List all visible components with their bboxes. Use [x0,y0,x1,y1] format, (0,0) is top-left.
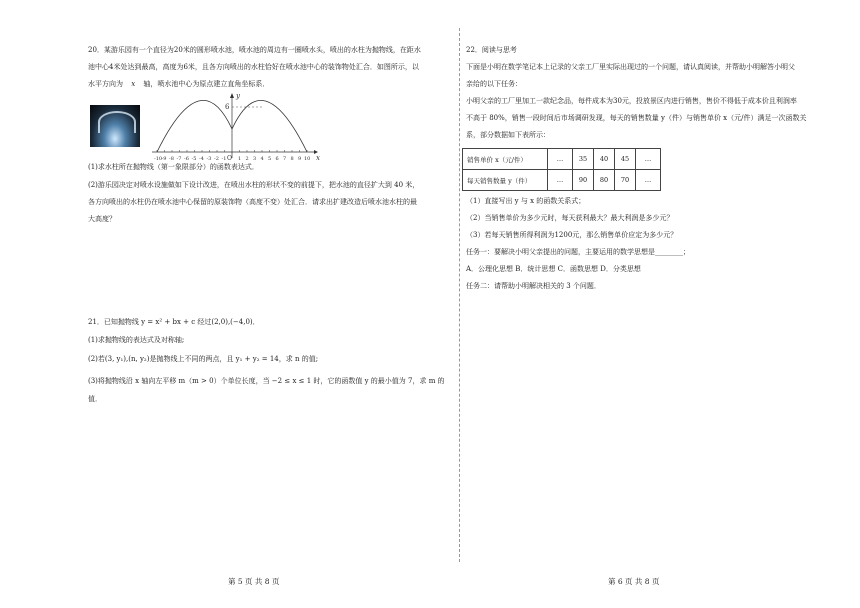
q20-part1: (1)求水柱所在抛物线（第一象限部分）的函数表达式． [88,163,259,171]
x-tick-label: 10 [304,156,311,162]
y-axis-label: y [236,92,240,100]
q22-body3: 系，部分数据如下表所示： [466,131,550,139]
page-number-right: 第 6 页 共 8 页 [608,577,660,586]
q22-intro: 下面是小明在数学笔记本上记录的父亲工厂里实际出现过的一个问题，请认真阅读，并帮助小明解答小明父 [466,63,795,71]
table-row [463,149,661,170]
x-tick-label: 9 [298,156,302,162]
table-row [463,170,661,191]
table-cell: … [548,149,573,170]
table-cell: 40 [594,149,615,170]
table-cell: … [636,149,661,170]
x-tick-label: -9 [161,156,167,162]
q21-part2: (2)若(3, y₁),(n, y₂)是抛物线上不同的两点，且 y₁ + y₂ = 14，求 n 的值; [88,355,319,363]
x-axis-label: x [316,154,320,162]
x-tick-label: 8 [290,156,294,162]
peak-label: 6 [225,103,230,111]
q22-q1: （1）直接写出 y 与 x 的函数关系式； [466,197,586,205]
page-number-left: 第 5 页 共 8 页 [228,577,280,586]
x-tick-label: -4 [199,156,204,162]
x-tick-label: -3 [206,156,212,162]
q22-body1: 小明父亲的工厂里加工一款纪念品，每件成本为30元，投放景区内进行销售，售价不得低于成本价且利润率 [466,97,797,105]
x-tick-label: 5 [268,156,272,162]
table-cell: 45 [615,149,636,170]
right-parabola [232,100,307,152]
q22-q3: （3）若每天销售所得利润为1200元，那么销售单价应定为多少元？ [466,231,678,239]
table-cell: 每天销售数量 y（件） [463,170,548,191]
q20-line2: 池中心4米处达到最高，高度为6米，且各方向喷出的水柱恰好在喷水池中心的装饰物处汇合．如图所示，以 [88,63,419,71]
q20-part2-line1: (2)游乐园决定对喷水设施做如下设计改进，在喷出水柱的形状不变的前提下，把水池的直径扩大到 40 米， [88,181,420,189]
x-tick-label: 7 [283,156,287,162]
x-tick-label: 1 [238,156,242,162]
q20-part2-line2: 各方向喷出的水柱仍在喷水池中心保留的原装饰物（高度不变）处汇合．请求出扩建改造后喷水池水柱的最 [88,198,417,206]
table-cell: … [548,170,573,191]
sales-table [462,148,661,191]
x-tick-label: -5 [191,156,197,162]
q20-var-x: x [131,80,136,88]
column-divider [459,28,460,562]
q20-line3 [88,77,269,92]
table-cell: 销售单价 x（元/件） [463,149,548,170]
table-cell: 90 [573,170,594,191]
q20-line3-a: 水平方向为 [88,80,123,88]
x-tick-label: -8 [169,156,174,162]
q20-line3-b: 轴，喷水池中心为原点建立直角坐标系． [143,80,270,88]
x-tick-label: -7 [176,156,182,162]
x-tick-label: -10 [154,156,163,162]
table-cell: … [636,170,661,191]
q22-q2: （2）当销售单价为多少元时，每天获利最大？最大利润是多少元？ [466,214,674,222]
x-tick-label: 2 [245,156,249,162]
q22-task1: 任务一：要解决小明父亲提出的问题，主要运用的数学思想是________； [466,248,690,256]
x-tick-label: 6 [275,156,279,162]
x-tick-label: 4 [260,156,264,162]
q20-part2-line3: 大高度？ [88,215,116,223]
q22-options: A．公理化思想 B．统计思想 C．函数思想 D．分类思想 [466,265,641,273]
q21-part1: (1)求抛物线的表达式及对称轴; [88,336,185,344]
origin-label: O [227,155,232,162]
table-cell: 80 [594,170,615,191]
q22-intro2: 亲给的以下任务： [466,80,522,88]
q21-line1: 21．已知抛物线 y = x² + bx + c 经过(2,0),(−4,0)． [88,318,260,326]
x-tick-label: -6 [184,156,189,162]
q22-body2: 不高于 80%，销售一段时间后市场调研发现，每天的销售数量 y（件）与销售单价 x（元/件）满足一次函数关 [466,114,807,122]
q20-line1: 20．某游乐园有一个直径为20米的圆形喷水池，喷水池的周边有一圈喷水头，喷出的水柱为抛物线，在距水 [88,46,421,54]
parabola-graph [148,92,320,162]
x-tick-label: -2 [214,156,219,162]
q21-part3-line1: (3)将抛物线沿 x 轴向左平移 m（m > 0）个单位长度，当 −2 ≤ x ≤ 1 时，它的函数值 y 的最小值为 7，求 m 的 [88,377,445,385]
x-tick-label: -1 [221,156,227,162]
table-cell: 35 [573,149,594,170]
q22-title: 22．阅读与思考 [466,46,517,54]
table-cell: 70 [615,170,636,191]
q22-task2: 任务二：请帮助小明解决相关的 3 个问题． [466,282,601,290]
left-parabola [157,100,232,152]
q21-part3-line2: 值． [88,395,102,403]
x-tick-label: 3 [253,156,257,162]
fountain-photo [90,105,140,147]
